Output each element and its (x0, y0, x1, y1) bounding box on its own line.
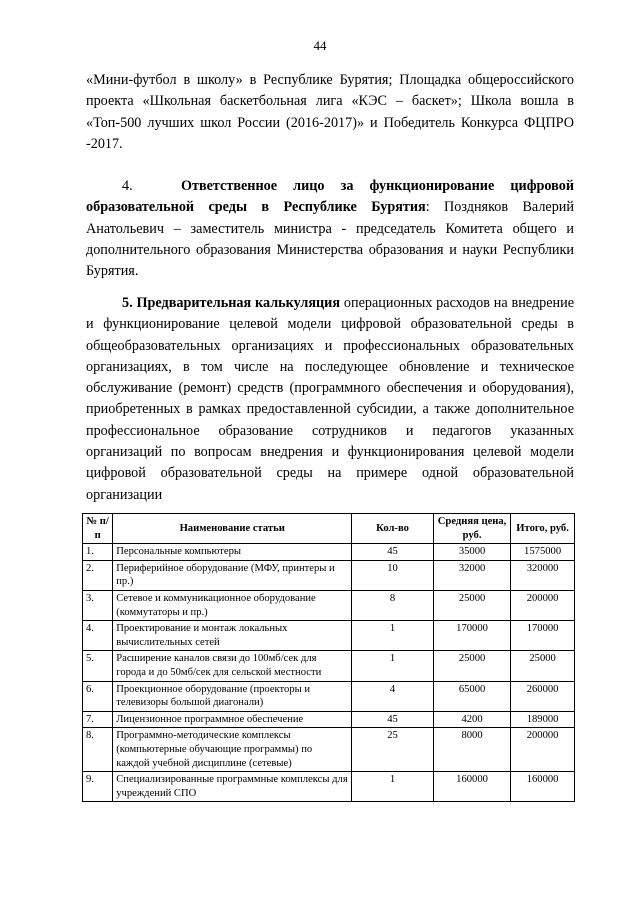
row-name: Сетевое и коммуникационное оборудование (коммутаторы и пр.) (113, 590, 352, 620)
row-price: 35000 (433, 544, 510, 561)
table-row (83, 544, 575, 561)
row-total: 200000 (511, 590, 575, 620)
row-total: 25000 (511, 651, 575, 681)
row-price: 160000 (433, 772, 510, 802)
row-num: 1. (83, 544, 113, 561)
row-price: 32000 (433, 560, 510, 590)
row-name: Персональные компьютеры (113, 544, 352, 561)
table-row (83, 590, 575, 620)
table-row (83, 651, 575, 681)
row-name: Специализированные программные комплексы для учреждений СПО (113, 772, 352, 802)
row-qty: 1 (352, 651, 434, 681)
section-5-text: операционных расходов на внедрение и функционирование целевой модели цифровой образовательной среды в общеобразовательных организациях и профессиональных образовательных организациях, в том числе на последующее обновление и техническое обслуживание (ремонт) средств (программного обеспечения и оборудования), приобретенных в рамках предоставленной субсидии, а также дополнительное профессиональное образование сотрудников и педагогов указанных организаций по вопросам внедрения и функционирования целевой модели цифровой образовательной среды на примере одной образовательной организации (86, 295, 574, 503)
header-price: Средняя цена, руб. (433, 514, 510, 544)
row-num: 8. (83, 728, 113, 772)
row-price: 25000 (433, 590, 510, 620)
row-qty: 45 (352, 544, 434, 561)
row-num: 6. (83, 681, 113, 711)
row-qty: 1 (352, 621, 434, 651)
table-row (83, 560, 575, 590)
row-name: Расширение каналов связи до 100мб/сек для города и до 50мб/сек для сельской местности (113, 651, 352, 681)
row-total: 260000 (511, 681, 575, 711)
row-price: 170000 (433, 621, 510, 651)
row-qty: 8 (352, 590, 434, 620)
row-name: Лицензионное программное обеспечение (113, 711, 352, 728)
intro-paragraph: «Мини-футбол в школу» в Республике Бурятия; Площадка общероссийского проекта «Школьная баскетбольная лига «КЭС – баскет»; Школа вошла в «Топ-500 лучших школ России (2016-2017)» и Победитель Конкурса ФЦПРО -2017. (86, 72, 574, 152)
calculation-table (82, 513, 575, 802)
row-name: Проектирование и монтаж локальных вычислительных сетей (113, 621, 352, 651)
row-price: 25000 (433, 651, 510, 681)
row-price: 65000 (433, 681, 510, 711)
row-price: 8000 (433, 728, 510, 772)
table-row (83, 621, 575, 651)
row-num: 4. (83, 621, 113, 651)
row-num: 9. (83, 772, 113, 802)
header-total: Итого, руб. (511, 514, 575, 544)
row-total: 160000 (511, 772, 575, 802)
row-qty: 4 (352, 681, 434, 711)
row-name: Проекционное оборудование (проекторы и телевизоры большой диагонали) (113, 681, 352, 711)
header-qty: Кол-во (352, 514, 434, 544)
row-name: Программно-методические комплексы (компьютерные обучающие программы) по каждой учебной дисциплине (сетевые) (113, 728, 352, 772)
section-5-title: 5. Предварительная калькуляция (122, 295, 341, 311)
row-qty: 1 (352, 772, 434, 802)
row-name: Периферийное оборудование (МФУ, принтеры и пр.) (113, 560, 352, 590)
header-name: Наименование статьи (113, 514, 352, 544)
page-number: 44 (313, 38, 327, 53)
row-total: 189000 (511, 711, 575, 728)
table-row (83, 681, 575, 711)
row-price: 4200 (433, 711, 510, 728)
row-qty: 25 (352, 728, 434, 772)
row-qty: 10 (352, 560, 434, 590)
row-qty: 45 (352, 711, 434, 728)
table-row (83, 711, 575, 728)
section-4-number: 4. (122, 178, 133, 194)
section-5-paragraph (86, 293, 574, 506)
table-header-row (83, 514, 575, 544)
section-4-text: : Поздняков Валерий Анатольевич – заместитель министра - председатель Комитета общего и дополнительного образования Министерства образования и науки Республики Бурятия. (86, 199, 574, 280)
row-total: 1575000 (511, 544, 575, 561)
row-num: 2. (83, 560, 113, 590)
row-total: 200000 (511, 728, 575, 772)
table-row (83, 728, 575, 772)
section-4-title: Ответственное лицо за функционирование цифровой образовательной среды в Республике Бурятия (86, 178, 574, 216)
row-num: 3. (83, 590, 113, 620)
row-num: 7. (83, 711, 113, 728)
row-num: 5. (83, 651, 113, 681)
section-4-paragraph (86, 176, 574, 282)
table-row (83, 772, 575, 802)
row-total: 320000 (511, 560, 575, 590)
row-total: 170000 (511, 621, 575, 651)
header-num: № п/п (83, 514, 113, 544)
